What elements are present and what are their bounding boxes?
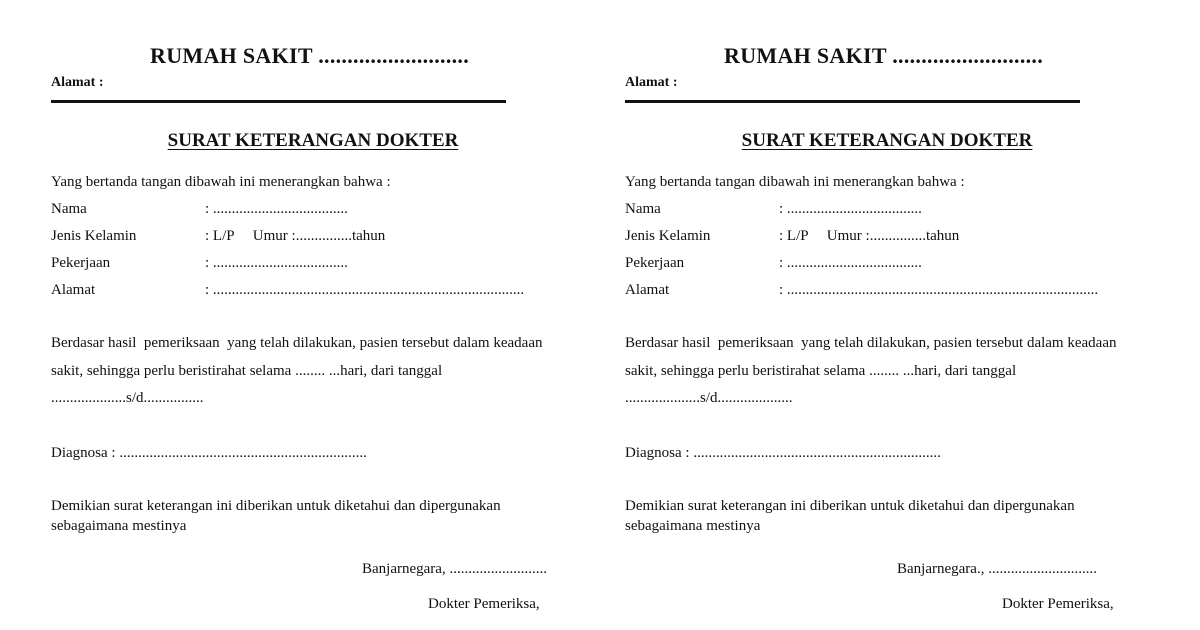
field-label-alamat: Alamat — [51, 282, 96, 298]
header-rule — [625, 100, 1080, 103]
field-value-alamat: : ................................................................................... — [779, 282, 1099, 298]
place-date: Banjarnegara., ............................. — [897, 561, 1097, 577]
field-label-nama: Nama — [51, 201, 87, 217]
hospital-title: RUMAH SAKIT .......................... — [724, 43, 1044, 68]
field-value-nama: : .................................... — [205, 201, 348, 217]
body-line-3: ....................s/d.................... — [625, 390, 793, 406]
letter-right — [574, 0, 1134, 630]
field-value-nama: : .................................... — [779, 201, 922, 217]
header-rule — [51, 100, 506, 103]
body-line-2: sakit, sehingga perlu beristirahat selama ........ ...hari, dari tanggal — [51, 363, 443, 379]
field-label-pekerjaan: Pekerjaan — [51, 255, 111, 271]
body-line-3: ....................s/d................ — [51, 390, 204, 406]
closing-line-2: sebagaimana mestinya — [625, 518, 761, 534]
field-label-nama: Nama — [625, 201, 661, 217]
diagnosis-line: Diagnosa : .................................................................. — [51, 445, 367, 461]
field-label-alamat: Alamat — [625, 282, 670, 298]
field-label-jenis-kelamin: Jenis Kelamin — [51, 228, 137, 244]
body-line-1: Berdasar hasil pemeriksaan yang telah dilakukan, pasien tersebut dalam keadaan — [51, 335, 543, 351]
intro-text: Yang bertanda tangan dibawah ini menerangkan bahwa : — [51, 174, 391, 190]
hospital-title: RUMAH SAKIT .......................... — [150, 43, 470, 68]
field-value-alamat: : ................................................................................... — [205, 282, 525, 298]
field-value-pekerjaan: : .................................... — [205, 255, 348, 271]
intro-text: Yang bertanda tangan dibawah ini menerangkan bahwa : — [625, 174, 965, 190]
field-value-jenis-kelamin: : L/P Umur :...............tahun — [779, 228, 960, 244]
field-label-pekerjaan: Pekerjaan — [625, 255, 685, 271]
place-date: Banjarnegara, .......................... — [362, 561, 547, 577]
signatory: Dokter Pemeriksa, — [1002, 596, 1114, 612]
closing-line-2: sebagaimana mestinya — [51, 518, 187, 534]
body-line-2: sakit, sehingga perlu beristirahat selama ........ ...hari, dari tanggal — [625, 363, 1017, 379]
address-label: Alamat : — [51, 75, 104, 90]
address-label: Alamat : — [625, 75, 678, 90]
diagnosis-line: Diagnosa : .................................................................. — [625, 445, 941, 461]
document-title: SURAT KETERANGAN DOKTER — [741, 130, 1033, 151]
document-title: SURAT KETERANGAN DOKTER — [167, 130, 459, 151]
field-value-pekerjaan: : .................................... — [779, 255, 922, 271]
signatory: Dokter Pemeriksa, — [428, 596, 540, 612]
closing-line-1: Demikian surat keterangan ini diberikan untuk diketahui dan dipergunakan — [51, 498, 501, 514]
body-line-1: Berdasar hasil pemeriksaan yang telah dilakukan, pasien tersebut dalam keadaan — [625, 335, 1117, 351]
field-label-jenis-kelamin: Jenis Kelamin — [625, 228, 711, 244]
letter-left — [0, 0, 560, 630]
closing-line-1: Demikian surat keterangan ini diberikan untuk diketahui dan dipergunakan — [625, 498, 1075, 514]
field-value-jenis-kelamin: : L/P Umur :...............tahun — [205, 228, 386, 244]
